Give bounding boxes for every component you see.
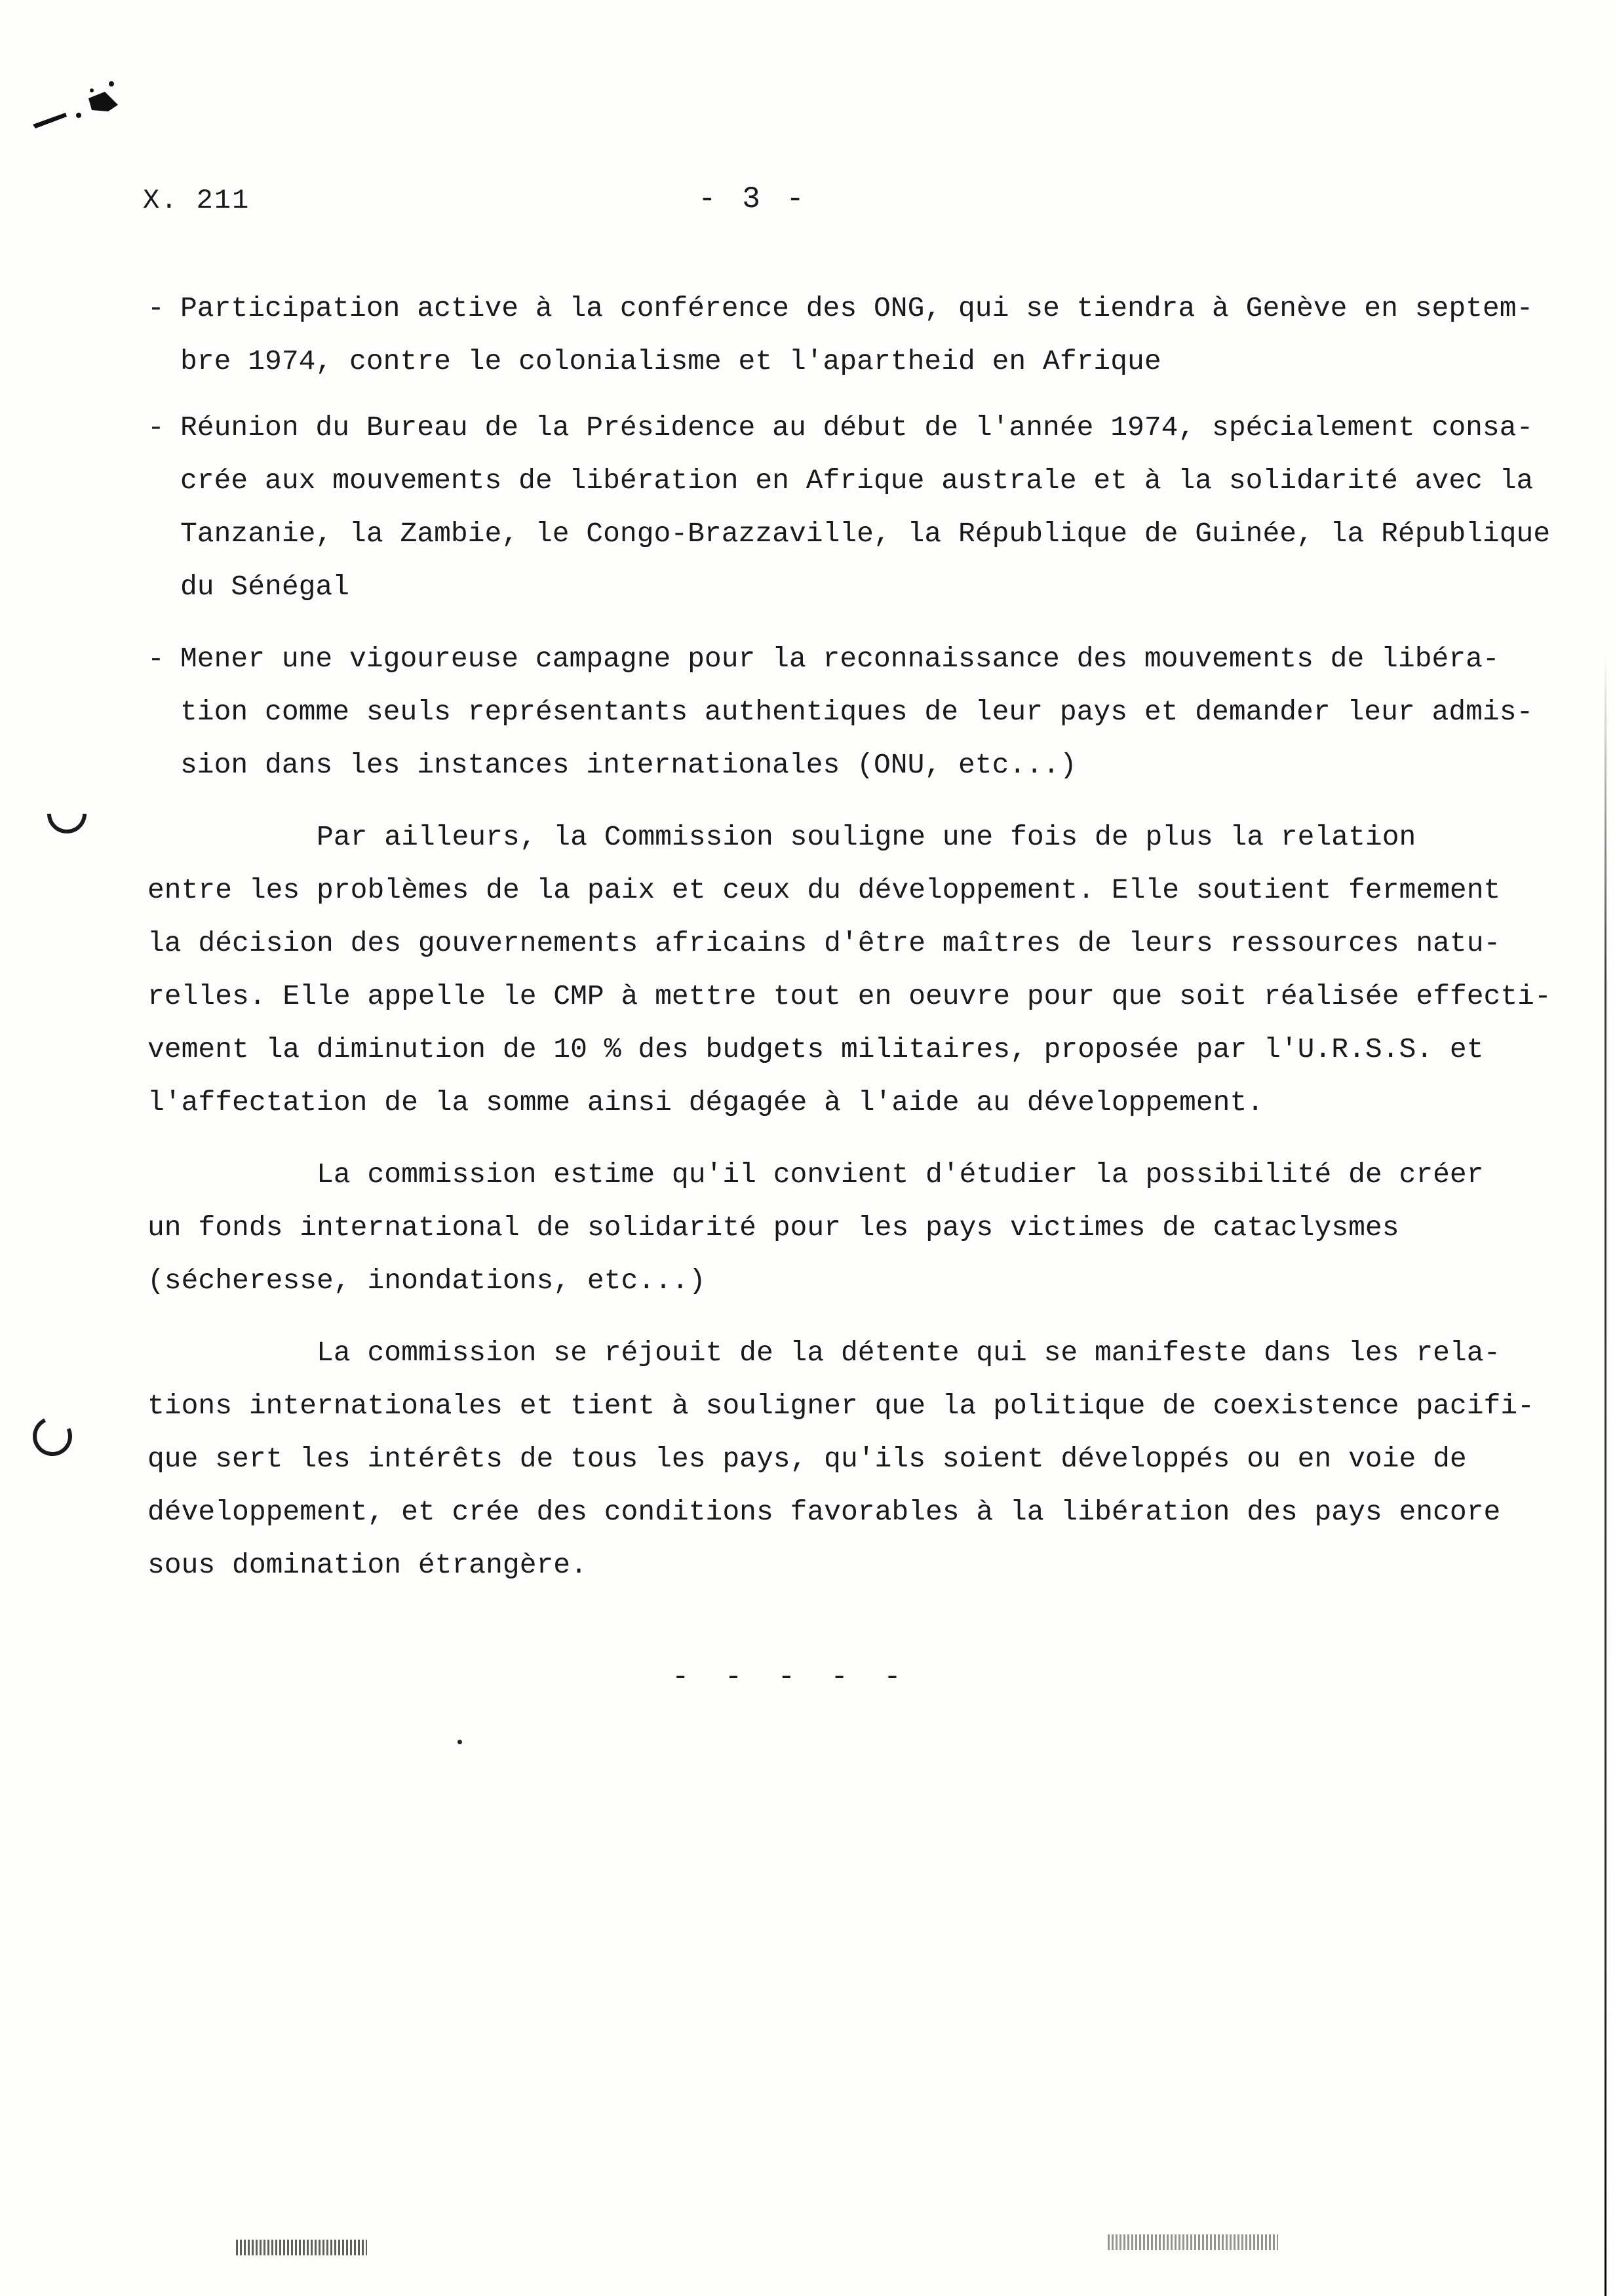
- page-edge-shadow: [1605, 655, 1606, 2296]
- bullet-line: bre 1974, contre le colonialisme et l'apartheid en Afrique: [180, 345, 1161, 377]
- bullet-dash: -: [147, 292, 165, 324]
- bullet-dash: -: [147, 643, 165, 675]
- bullet-line: Mener une vigoureuse campagne pour la reconnaissance des mouvements de libéra-: [180, 643, 1500, 675]
- paragraph-line: vement la diminution de 10 % des budgets militaires, proposée par l'U.R.S.S. et: [147, 1033, 1484, 1065]
- closing-separator: - - - - -: [672, 1661, 910, 1694]
- scan-smudge: [1108, 2234, 1278, 2250]
- paragraph-line: sous domination étrangère.: [147, 1549, 587, 1581]
- ink-blot-mark: [26, 72, 131, 144]
- bullet-line: Réunion du Bureau de la Présidence au début de l'année 1974, spécialement consa-: [180, 411, 1534, 444]
- page-number: - 3 -: [698, 182, 809, 216]
- bullet-line: sion dans les instances internationales (ONU, etc...): [180, 749, 1077, 781]
- paragraph-line: entre les problèmes de la paix et ceux du développement. Elle soutient fermement: [147, 874, 1501, 906]
- bullet-line: tion comme seuls représentants authentiques de leur pays et demander leur admis-: [180, 696, 1534, 728]
- paragraph-line: relles. Elle appelle le CMP à mettre tout en oeuvre pour que soit réalisée effecti-: [147, 980, 1551, 1012]
- paragraph-line: Par ailleurs, la Commission souligne une fois de plus la relation: [147, 821, 1416, 853]
- paragraph-line: la décision des gouvernements africains d'être maîtres de leurs ressources natu-: [147, 927, 1501, 959]
- scan-smudge: [236, 2240, 367, 2255]
- bullet-line: Participation active à la conférence des ONG, qui se tiendra à Genève en septem-: [180, 292, 1534, 324]
- paragraph-line: que sert les intérêts de tous les pays, qu'ils soient développés ou en voie de: [147, 1443, 1467, 1475]
- paragraph-line: un fonds international de solidarité pour les pays victimes de cataclysmes: [147, 1212, 1399, 1244]
- punch-hole-mark: [28, 1411, 78, 1462]
- paragraph-line: (sécheresse, inondations, etc...): [147, 1265, 706, 1297]
- bullet-dash: -: [147, 411, 165, 444]
- paragraph-line: La commission estime qu'il convient d'étudier la possibilité de créer: [147, 1158, 1484, 1191]
- bullet-line: Tanzanie, la Zambie, le Congo-Brazzaville, la République de Guinée, la République: [180, 518, 1551, 550]
- bullet-line: du Sénégal: [180, 571, 350, 603]
- punch-hole-mark: [39, 786, 95, 842]
- speck: [457, 1740, 462, 1744]
- paragraph-line: La commission se réjouit de la détente qui se manifeste dans les rela-: [147, 1337, 1501, 1369]
- paragraph-line: développement, et crée des conditions favorables à la libération des pays encore: [147, 1496, 1501, 1528]
- document-reference: X. 211: [143, 185, 250, 216]
- paragraph-line: tions internationales et tient à souligner que la politique de coexistence pacifi-: [147, 1390, 1534, 1422]
- paragraph-line: l'affectation de la somme ainsi dégagée à l'aide au développement.: [147, 1086, 1264, 1119]
- bullet-line: crée aux mouvements de libération en Afrique australe et à la solidarité avec la: [180, 465, 1534, 497]
